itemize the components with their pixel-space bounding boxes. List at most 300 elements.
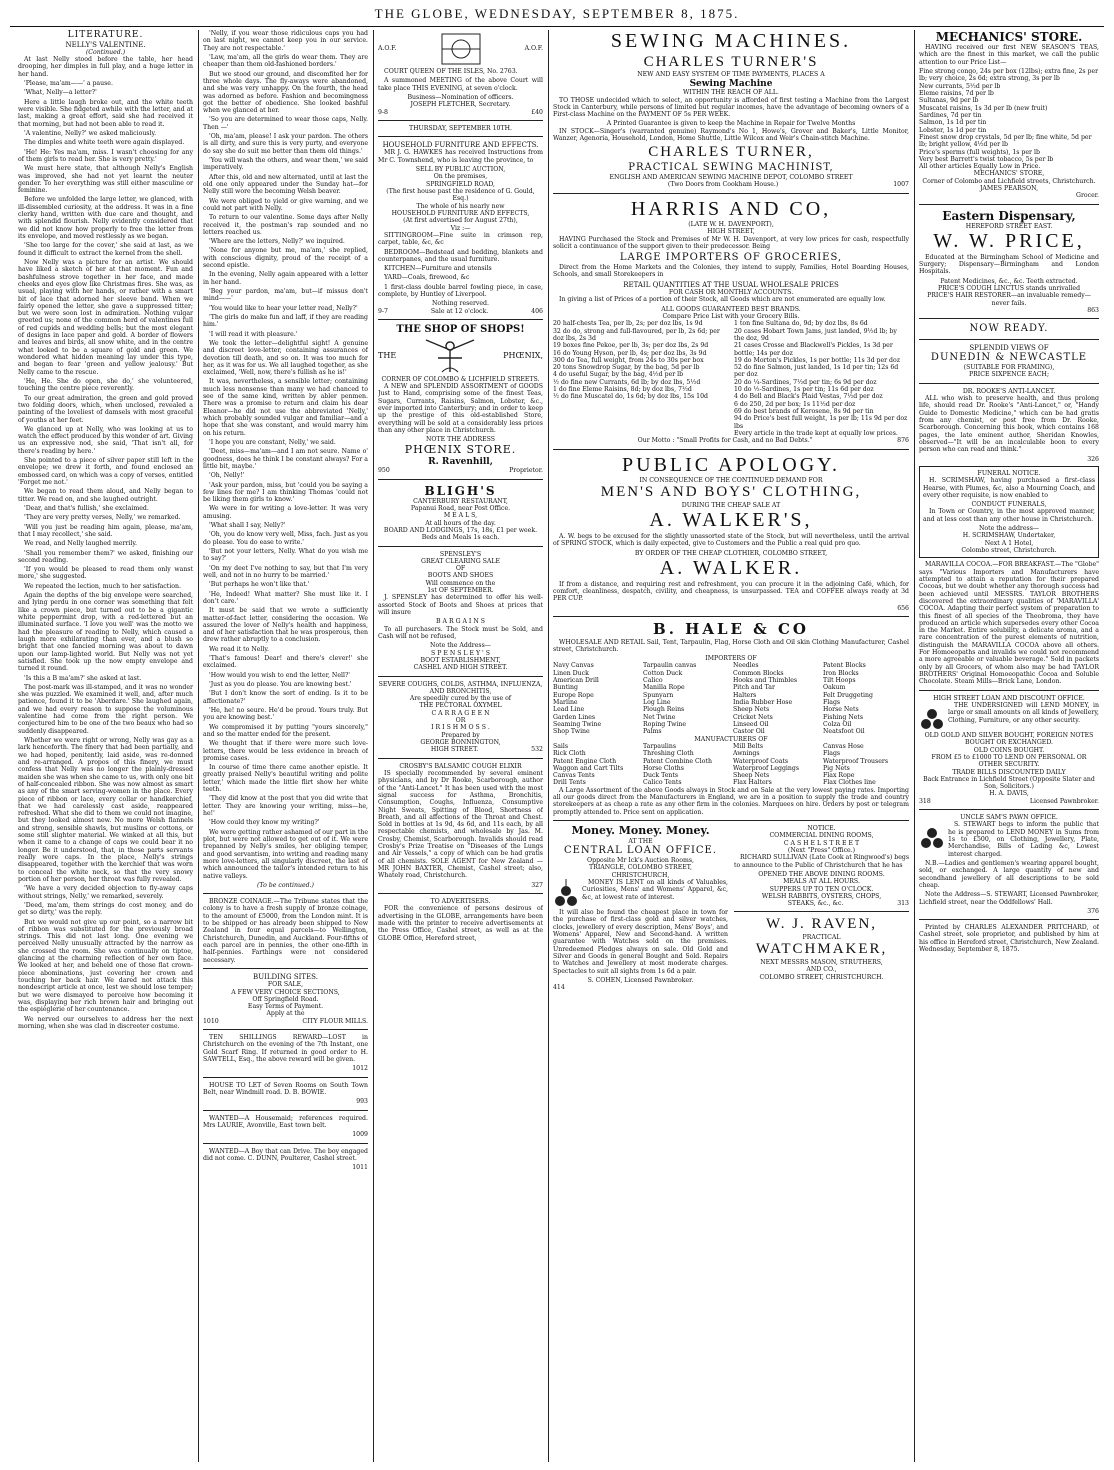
christchurch: CHRISTCHURCH, bbox=[611, 871, 670, 879]
cohen: S. COHEN, Licensed Pawnbroker. bbox=[587, 976, 694, 984]
story-paragraph: Before we unfolded the large letter, we glanced, with ill-dissembled curiosity, at the address. It was in a fine clerky hand, written with due care and thought, and with splendid flourish. Nelly evidently considered that we did not know how properly to free the letter from its envelope, and moved restlessly as we began. bbox=[18, 196, 193, 241]
story-paragraph: We compromised it by putting "yours sincerely," and so the matter ended for the present. bbox=[203, 723, 368, 738]
giving-list: In giving a list of Prices of a portion of their Stock, all Goods which are not enumerated are equally low. bbox=[559, 296, 886, 304]
column-rule bbox=[198, 30, 199, 1462]
raven-practical: PRACTICAL bbox=[802, 934, 841, 942]
story-paragraph: 'That's famous! Dear! and there's clever!' she exclaimed. bbox=[203, 655, 368, 670]
during: DURING THE CHEAP SALE AT bbox=[681, 502, 781, 510]
bronze-coinage: BRONZE COINAGE.—The Tribune states that the colony is to have a fresh supply of bronze coinage, to the amount of £5000, from the London mint. It is to be shipped or has already been shipped to New Zealand in four equal parcels—to Wellington, Christchurch, Dunedin, and Auckland. Four-fifths of each parcel are in pennies, the other one-fifth in half-pennies. Farthings were not considered necessary. bbox=[203, 898, 368, 964]
story-paragraph: 'What shall I say, Nelly?' bbox=[209, 522, 286, 530]
story-paragraph: 'Ask your pardon, miss, but 'could you be saying a few lines for me? I am thinking Thomas 'could not be liking them girls to know.' bbox=[203, 481, 368, 504]
hotel: Next A 1 Hotel, bbox=[984, 539, 1034, 547]
story-paragraph: 'On my deet I've nothing to say, but that I'm very well, and not in no hurry to be married.' bbox=[203, 564, 368, 579]
ad-number: 1012 bbox=[352, 1065, 368, 1073]
goods-item: Hooks and Thimbles bbox=[733, 677, 798, 685]
viz: Viz :— bbox=[450, 224, 471, 232]
goods-item: Halters bbox=[733, 691, 757, 699]
price-item: Finest snow drop crystals, 5d per lb; fine white, 5d per lb; bright yellow, 4½d per lb bbox=[919, 133, 1092, 149]
boot-est: S P E N S L E Y ' S bbox=[431, 649, 490, 657]
mechanics-store: MECHANICS' STORE. bbox=[935, 30, 1083, 44]
ad-number: 376 bbox=[1087, 907, 1099, 915]
auction-date: THURSDAY, SEPTEMBER 10TH. bbox=[409, 124, 512, 132]
goods-item: Patent Engine Cloth bbox=[553, 757, 617, 765]
ad-number: 9-8 bbox=[378, 108, 388, 116]
story-body-cont bbox=[203, 30, 368, 880]
price-item: 4 do useful Sugar, by the bag, 4½d per lb bbox=[553, 371, 684, 379]
story-paragraph: Again the depths of the big envelope were searched, and lying perdu in one corner was something that felt like a crown piece, but turned out to be a gigantic white peppermint drop, with a red-lettered but an illuminated surface. 'I love you well' was the motto we had the pleasure of reading to Nelly, which caused a laugh more exhilarating than ever, and a blush so bright that one fancied morning was about to dawn upon our lamp-lighted world. But Nelly was not yet satisfied. She took up the now empty envelope and turned it round. bbox=[18, 592, 193, 673]
story-paragraph: 'How could they know my writing?' bbox=[209, 819, 320, 827]
price-item: 20 cases Hobart Town Jams, just landed, 9½d lb; by the doz, 9d bbox=[734, 327, 897, 342]
goods-item: Bunting bbox=[553, 684, 578, 692]
ct: CHARLES TURNER, bbox=[648, 144, 814, 161]
loan-office: HIGH STREET LOAN AND DISCOUNT OFFICE. bbox=[933, 694, 1085, 702]
goods-item: Iron Blocks bbox=[823, 669, 859, 677]
price-item: ½ do fine new Currants, 6d lb; by doz lbs, 5½d bbox=[553, 378, 701, 386]
next-press: (Next "Press" Office.) bbox=[787, 846, 856, 854]
advertisers-text: FOR the convenience of persons desirous of advertising in the GLOBE, arrangements have been made with the printer to receive advertisements at the Press Office, Cashel street, as well as at the GLOBE Office, Hereford street, bbox=[378, 905, 543, 942]
price-item: All other articles Equally Low in Price. bbox=[919, 163, 1041, 171]
story-paragraph: We read it to Nelly. bbox=[209, 645, 270, 653]
story-paragraph: We were in for writing a love-letter. It was very amusing. bbox=[203, 505, 368, 520]
sale-date: 1st OF SEPTEMBER. bbox=[427, 587, 494, 595]
goods-item: Plough Reins bbox=[643, 706, 685, 714]
building-head: BUILDING SITES. bbox=[253, 972, 318, 981]
column-ads-3 bbox=[378, 30, 543, 1462]
price-item: 1 do fine Eleme Raisins, 8d; by doz lbs, 7½d bbox=[553, 386, 692, 394]
building-line: A FEW VERY CHOICE SECTIONS, bbox=[231, 988, 340, 996]
story-paragraph: We were getting rather ashamed of our part in the plot, but were not allowed to get out of it. We were trepanned by Nelly's smiles, her obliging temper, and good servantism, into writing and reading many more love-letters, all singularly discreet, the last of which announced the tailor's intended return to his native valleys. bbox=[203, 828, 368, 880]
licensed: Licensed Pawnbroker. bbox=[1029, 797, 1099, 805]
hereford-east: HEREFORD STREET EAST. bbox=[965, 222, 1053, 230]
eastern-dispensary: Eastern Dispensary, bbox=[942, 208, 1076, 223]
undertaker: H. SCRIMSHAW, Undertaker, bbox=[962, 532, 1056, 540]
goods-item: Colza Oil bbox=[823, 720, 852, 728]
depot: ENGLISH AND AMERICAN SEWING MACHINE DEPOT, COLOMBO STREET bbox=[609, 173, 853, 181]
prepared: Prepared by bbox=[441, 731, 480, 739]
advertised: (At first advertised for August 27th), bbox=[403, 217, 518, 225]
goods-item: Flax Halters bbox=[733, 779, 772, 787]
price-item: 32 do do, strong and full-flavoured, per lb, 2s 6d; per doz lbs, 2s 3d bbox=[553, 327, 720, 342]
pawn-balls-icon bbox=[919, 702, 945, 732]
ad-number: 1010 bbox=[203, 1017, 219, 1025]
goods-column bbox=[643, 743, 729, 787]
price-item: 52 do fine Salmon, just landed, 1s 1d per tin; 12s 6d per doz bbox=[734, 364, 899, 379]
goods-column bbox=[823, 662, 909, 735]
price-item: Very best Barrett's twist tobacco, 5s per lb bbox=[919, 155, 1054, 163]
goods-item: Waterproof Leggings bbox=[733, 764, 800, 772]
framing: (SUITABLE FOR FRAMING), bbox=[963, 364, 1055, 372]
sale-time: Sale at 12 o'clock. bbox=[430, 307, 489, 315]
goods-item: Spunyarn bbox=[643, 691, 674, 699]
goods-item: Navy Canvas bbox=[553, 662, 594, 670]
commercial: COMMERCIAL DINING ROOMS, bbox=[769, 832, 874, 840]
price-item: Sultanas, 9d per lb bbox=[919, 97, 979, 105]
undersigned: THE UNDERSIGNED will LEND MONEY, in large or small amounts on all kinds of Jewellery, Clothing, Furniture, or any other security. bbox=[948, 701, 1099, 724]
price-item: 10 do ½-Sardines, 1s per tin; 11s 6d per doz bbox=[734, 386, 874, 394]
nothing-reserved: Nothing reserved. bbox=[431, 300, 489, 308]
by-order: BY ORDER OF THE CHEAP CLOTHIER, COLOMBO STREET, bbox=[634, 549, 828, 557]
story-paragraph: 'Oh, Nelly!' bbox=[209, 472, 245, 480]
story-paragraph: We thought that if there were more such love-letters, there would be less evidence in breach of promise cases. bbox=[203, 740, 368, 762]
story-paragraph: 'Oh, you do know very well, Miss, fach. Just as you do please. You do ease to write.' bbox=[203, 531, 368, 546]
sixpence: PRICE SIXPENCE EACH; bbox=[968, 371, 1050, 379]
goods-item: Fishing Nets bbox=[823, 713, 864, 721]
story-paragraph: In course of time there came another epistle. It greatly praised Nelly's beautiful writing and polite letter,' which made the little flirt show her white teeth. bbox=[203, 764, 368, 794]
blighs: BLIGH'S bbox=[424, 483, 497, 498]
story-paragraph: But we would not give up our point, so a narrow bit of ribbon was substituted for the previously broad strings. This did not last long. One evening we perceived Nelly unusually attracted by the narrow as she crossed the room. She was continually on tiptoe, glancing at the charming reflection of her own face. We looked at her, and beheld one of those flat crown-piece abominations, just covering her crown and touching her back hair. We dared not attack this nondescript article at once, lest we should lose temper; but we were dismayed to perceive how becoming it was, displaying her rich brown hair and bringing out the espièglerie of her countenance. bbox=[18, 918, 193, 1014]
the: THE bbox=[378, 351, 397, 361]
story-paragraph: Whether we were right or wrong, Nelly was gay as a lark henceforth. The finery that had been partially, and we had hoped, penitently, laid aside, was re-donned and re-arranged. A propos of this finery, we must confess that Nelly was no longer the plainly-dressed maiden she was when she came to us, with only one bit of half-concealed ribbon. She was now almost as smart as any of the smart serving-women in the place. Every piece of ribbon or lace, every collar or handkerchief, that we had carelessly cast aside, reappeared refreshed. What she did to them we could not imagine, but they looked almost new. No more Welsh flannels and strong, sensible shawls, but muslins or cottons, or some still slighter material. We winked at all this, but when it came to a change of caps we could bear it no longer. Be it understood, that, in those parts servants really wore caps. In the place, Nelly's strings disappeared, together with the kerchief that was worn to conceal the white neck, so that the very snowy portion of her person, her throat was fully revealed. bbox=[18, 737, 193, 883]
story-paragraph: 'He, he! no seure. He'd be proud. Yours truly. But you are knowing best.' bbox=[203, 706, 368, 722]
cash-monthly: FOR CASH OR MONTHLY ACCOUNTS. bbox=[668, 289, 794, 297]
educated: Educated at the Birmingham School of Medicine and Surgery; Dispensary—Birmingham and London Hospitals. bbox=[919, 253, 1099, 276]
goods-column bbox=[733, 743, 819, 787]
bargains: B A R G A I N S bbox=[436, 618, 485, 626]
price-item: ½ do fine Muscatel do, 1s 6d; by doz lbs, 15s 10d bbox=[553, 393, 708, 401]
price-item: 16 do Young Hyson, per lb, 4s; per doz lbs, 3s 9d bbox=[553, 349, 707, 357]
column-rule bbox=[548, 30, 549, 1462]
story-paragraph: After this, old and new alternated, until at last the old one only appeared under the Sunday hat—for Nelly still wore the becoming Welsh beaver. bbox=[203, 173, 368, 196]
building-line: Easy Terms of Payment. bbox=[247, 1003, 324, 1011]
story-paragraph: It must be said that we wrote a sufficiently matter-of-fact letter, considering the occasion. We assured the lover of Nelly's health and happiness, and of her satisfaction that he was prosperous, then drew rather abruptly to a conclusion. bbox=[203, 607, 368, 644]
to-advertisers: TO ADVERTISERS. bbox=[430, 897, 491, 905]
story-paragraph: 'You will wash the others, and wear them,' we said imperatively. bbox=[203, 157, 368, 172]
story-paragraph: To return to our valentine. Some days after Nelly received it, the postman's rap sounded and no letters reached us. bbox=[203, 214, 368, 236]
ad-number: 1011 bbox=[352, 1164, 368, 1172]
goods-item: Cotton Duck bbox=[643, 669, 683, 677]
rooke: DR. ROOKE'S ANTI-LANCET. bbox=[962, 387, 1056, 395]
ad-number: 876 bbox=[897, 437, 909, 445]
goods-item: Neatsfoot Oil bbox=[823, 728, 865, 736]
story-paragraph: We were obliged to yield or give warning, and we could not part with Nelly. bbox=[203, 197, 368, 212]
entrance: Back Entrance in Lichfield Street (Opposite Slater and Son, Solicitors.) bbox=[923, 775, 1095, 791]
column-ads-5 bbox=[919, 30, 1099, 1462]
story-paragraph: 'Is this a B ma'am?' she asked at last. bbox=[24, 674, 142, 682]
column-story-cont bbox=[203, 30, 368, 1462]
price-item: 20 tons Snowdrop Sugar, by the bag, 5d per lb bbox=[553, 364, 700, 372]
boots: BOOTS AND SHOES bbox=[427, 572, 494, 580]
of: OF bbox=[455, 565, 466, 573]
auction-item: BEDROOM—Bedstead and bedding, blankets and counterpanes, and the usual furniture. bbox=[378, 248, 543, 263]
price-item: 20 do ¼-Sardines, 7½d per tin; 6s 9d per doz bbox=[734, 378, 877, 386]
price-item: Salmon, 1s 1d per tin bbox=[919, 119, 987, 127]
manufacturers: MANUFACTURERS OF bbox=[694, 735, 768, 743]
story-paragraph: We must here state, that although Nelly's English was improved, she had not yet learnt the neuter gender. To her everything was still either masculine or feminine. bbox=[18, 165, 193, 195]
auction-item: KITCHEN—Furniture and utensils bbox=[384, 265, 492, 273]
uncle-sam: UNCLE SAM'S PAWN OFFICE. bbox=[960, 814, 1058, 822]
story-paragraph: We nerved our ourselves to address her the next morning, when she was clad in discreeter costume. bbox=[18, 1015, 193, 1030]
ad-number: 318 bbox=[919, 797, 931, 805]
goods-item: Calico Tents bbox=[643, 779, 682, 787]
sell-auction: SELL BY PUBLIC AUCTION, bbox=[415, 166, 506, 174]
auction-item: YARD—Coals, firewood, &c bbox=[384, 274, 470, 282]
high-street: HIGH STREET, bbox=[707, 228, 755, 236]
carrageen: C A R R A G E E N bbox=[431, 709, 490, 717]
guarantee: A Printed Guarantee is given to keep the Machine in Repair for Twelve Months bbox=[606, 120, 856, 128]
goods-item: Linseed Oil bbox=[733, 720, 769, 728]
price-list-left bbox=[553, 320, 728, 437]
price-item: 21 cases Crosse and Blackwell's Pickles, 1s 3d per bottle; 14s per doz bbox=[734, 342, 893, 357]
column-rule bbox=[373, 30, 374, 1462]
price-item: 69 do best brands of Kerosene, 8s 9d per tin bbox=[734, 408, 874, 416]
goods-item: Canvas Tents bbox=[553, 772, 595, 780]
story-body bbox=[18, 56, 193, 1030]
patent-medicines: Patent Medicines, &c., &c. Teeth extracted. bbox=[940, 277, 1078, 285]
motto: Our Motto : "Small Profits for Cash, and no Bad Debts." bbox=[637, 437, 813, 445]
mens-clothing: MEN'S AND BOYS' CLOTHING, bbox=[600, 484, 862, 501]
opened: OPENED THE ABOVE DINING ROOMS. bbox=[758, 870, 885, 878]
story-paragraph: In the evening, Nelly again appeared with a letter in her hand. bbox=[203, 271, 368, 286]
for-sale: FOR SALE, bbox=[267, 981, 304, 989]
goods-item: Tilt Hoops bbox=[823, 677, 856, 685]
goods-item: Calico bbox=[643, 677, 663, 685]
printed-by: Printed by CHARLES ALEXANDER PRITCHARD, of Cashel street, sole proprietor, and published by him at his office in Hereford street, Christchurch, New Zealand. Wednesday, September 8, 1875. bbox=[919, 924, 1099, 954]
story-paragraph: 'He, He. She do open, she do,' she volunteered, touching the centre piece reverently. bbox=[18, 377, 193, 393]
crosby-head: CROSBY'S BALSAMIC COUGH ELIXIR bbox=[399, 762, 522, 770]
price-list-right bbox=[734, 320, 909, 437]
ad-number: 950 bbox=[378, 467, 390, 475]
goods-column bbox=[643, 662, 729, 735]
goods-item: Tarpaulin canvas bbox=[643, 662, 697, 670]
goods-item: Marline bbox=[553, 699, 578, 707]
goods-item: Duck Tents bbox=[643, 772, 679, 780]
notice: NOTICE. bbox=[807, 825, 836, 833]
meals-hours: MEALS AT ALL HOURS. bbox=[783, 878, 860, 886]
story-paragraph: 'What, Nelly—a letter?' bbox=[24, 89, 97, 97]
goods-item: Garden Lines bbox=[553, 713, 596, 721]
ad-number: 656 bbox=[897, 604, 909, 612]
story-paragraph: 'He, Indeed! What matter? She must like it. I don't care.' bbox=[203, 590, 368, 605]
column-ads-4 bbox=[553, 30, 909, 1462]
old-gold: OLD GOLD AND SILVER BOUGHT, FOREIGN NOTES BOUGHT OR EXCHANGED. bbox=[924, 731, 1094, 747]
colombo: Colombo street, Christchurch. bbox=[961, 547, 1057, 554]
sewing-text: TO THOSE undecided which to select, an opportunity is afforded of first testing a Machine from the Largest Stock in Canterbury, while persons of limited but regular incomes, have the advantage of becoming owners of a First-class Machine on the PAYMENT OF 5s PER WEEK. bbox=[553, 96, 909, 119]
goods-item: Sheep Nets bbox=[733, 772, 770, 780]
story-paragraph: 'Will you just be reading him again, please, ma'am, that I may recollect,' she said. bbox=[18, 523, 193, 538]
story-paragraph: 'I will read it with pleasure.' bbox=[209, 330, 298, 338]
note-addr: Note the address— bbox=[978, 525, 1040, 533]
price-item: 19 do Morton's Pickles, 1s per bottle; 11s 3d per doz bbox=[734, 356, 901, 364]
story-paragraph: 'None for anyone but me, ma'am,' she replied, with conscious dignity, proud of the receipt of a second epistle. bbox=[203, 247, 368, 270]
price-item: Price's sperms (full weights), 1s per lb bbox=[919, 148, 1040, 156]
auction-item: SITTINGROOM—Fine suite in crimson rep, carpet, table, &c, &c bbox=[378, 231, 543, 247]
household-head: HOUSEHOLD FURNITURE AND EFFECTS. bbox=[382, 141, 539, 150]
phoenix-bird-icon bbox=[420, 336, 480, 376]
ad-number: 414 bbox=[553, 984, 565, 992]
goods-item: Felt Druggeting bbox=[823, 691, 873, 699]
goods-item: Roping Twine bbox=[643, 720, 687, 728]
goods-item: Needles bbox=[733, 662, 759, 670]
boot-est-2: BOOT ESTABLISHMENT, bbox=[420, 656, 501, 664]
story-paragraph: 'Oh, ma'am, please! I ask your pardon. The others is all dirty, and sure this is very purty, and everyone do say she do suit me better than them old things.' bbox=[203, 133, 368, 155]
or: OR bbox=[455, 717, 466, 725]
ravenhill: R. Ravenhill, bbox=[428, 456, 493, 467]
ad-number: 9-7 bbox=[378, 307, 388, 315]
goods-column bbox=[823, 743, 909, 787]
aof-label: A.O.F. bbox=[524, 45, 543, 53]
story-paragraph: 'But perhaps he won't like that.' bbox=[209, 581, 310, 589]
premises: On the premises, bbox=[433, 173, 488, 181]
business: Business—Nomination of officers. bbox=[407, 93, 514, 101]
goods-item: Pig Nets bbox=[823, 764, 850, 772]
hawkes-text: MR J. G. HAWKES has received Instructions from Mr C. Townshend, who is leaving the province, to bbox=[378, 149, 543, 164]
goods-item: American Drill bbox=[553, 677, 599, 685]
ad-number: 326 bbox=[1087, 455, 1099, 463]
story-paragraph: 'But I don't know the sort of ending. Is it to be affectionate?' bbox=[203, 690, 368, 705]
whole: The whole of his nearly new bbox=[416, 202, 505, 210]
story-paragraph: The dimples and white teeth were again displayed. bbox=[24, 139, 185, 147]
section-heading: LITERATURE. bbox=[67, 30, 144, 40]
phoenix-text: A NEW and SPLENDID ASSORTMENT of GOODS Just to Hand, comprising some of the finest Teas, Sugars, Currants, Raisins, Salmon, Lobster, &c., ever imported into Canterbury; and in order to keep up the prestige of this old-established Store, everything will be sold at a considerably less prices than any other place in Christchurch. bbox=[378, 383, 543, 434]
story-paragraph: 'They are very pretty verses, Nelly,' we remarked. bbox=[24, 514, 181, 522]
goods-item: Castor Oil bbox=[733, 728, 765, 736]
price-item: 19 boxes fine Pekoe, per lb, 3s; per doz lbs, 2s 9d bbox=[553, 342, 709, 350]
goods-item: Waggon and Cart Tilts bbox=[553, 764, 624, 772]
spensley: SPENSLEY'S bbox=[439, 550, 482, 558]
harris-text: HAVING Purchased the Stock and Premises of Mr W. H. Davenport, at very low prices for cash, respectfully solicit a continuance of the support given to their predecessor. Being bbox=[553, 235, 909, 251]
in-stock: IN STOCK—Singer's (warranted genuine) Raymond's No 1, Howe's, Grover and Baker's, Little Monitor, Wanzer, Agenoria, Household, London, Home Shuttle, Little Wilcox and Weir's Chain-stitch Machine. bbox=[553, 127, 909, 143]
story-paragraph: 'The girls do make fun and laff, if they are reading him.' bbox=[203, 313, 368, 329]
hale-foot: A Large Assortment of the above Goods always in Stock and on Sale at the very lowest paying rates. Importing all our goods direct from the Manufacturers in England, we are in a position to supply the trade and country storekeepers at as cheap a rate as any other firm in the colonies. Marquees on hire. Orders by post or telegram promptly attended to. Price sent on application. bbox=[553, 786, 909, 816]
dunedin-newcastle: DUNEDIN & NEWCASTLE bbox=[930, 352, 1088, 364]
goods-item: India Rubber Hose bbox=[733, 699, 793, 707]
commence: Will commence on the bbox=[425, 579, 496, 587]
city-flour-mills: CITY FLOUR MILLS. bbox=[302, 1017, 368, 1025]
price-item: New currants, 5½d per lb bbox=[919, 82, 1001, 90]
hale-text: WHOLESALE AND RETAIL Sail, Tent, Tarpaulin, Flag, Horse Cloth and Oil skin Clothing Manufacturer, Cashel street, Christchurch. bbox=[553, 638, 909, 653]
scrimshaw: H. SCRIMSHAW, having purchased a first-class Hearse, with Plumes, &c, also a Mourning Coach, and every other requisite, is now enabled to bbox=[923, 477, 1095, 499]
funeral-notice: FUNERAL NOTICE. bbox=[977, 469, 1041, 477]
town-country: In Town or Country, in the most approved manner, and at less cost than any other house in Christchurch. bbox=[923, 508, 1095, 523]
story-paragraph: But we stood our ground, and discomfited her for three whole days. The fly-aways were abandoned, and she was very unhappy. On the fourth, the head was adorned as before. Fashion and becomingness got the better of obedience. She looked bashful when we glanced at her. bbox=[203, 70, 368, 115]
shop-of-shops: THE SHOP OF SHOPS! bbox=[396, 324, 525, 335]
goods-item: Waterproof Coats bbox=[733, 757, 789, 765]
goods-item: Tarpaulins bbox=[643, 742, 677, 750]
story-paragraph: 'A valentine, Nelly?' we asked maliciously. bbox=[24, 129, 157, 137]
clearing: GREAT CLEARING SALE bbox=[421, 557, 500, 565]
within-reach: WITHIN THE REACH OF ALL. bbox=[683, 89, 779, 97]
story-paragraph: We read, and Nelly laughed merrily. bbox=[24, 540, 138, 548]
goods-item: Shop Twine bbox=[553, 728, 590, 736]
goods-item: Pitch and Tar bbox=[733, 684, 775, 692]
goods-column bbox=[553, 662, 639, 735]
importers-list bbox=[553, 662, 909, 735]
grocer: Grocer. bbox=[1076, 192, 1099, 200]
raven: W. J. RAVEN, bbox=[765, 916, 878, 933]
story-paragraph: We took the letter—delightful sight! A genuine and discreet love-letter, containing assurances of devotion till death, and so on. It was too much for her, as it was for us. We all laughed together, as she exclaimed, 'Well, now, there's fullish as he is!' bbox=[203, 339, 368, 377]
board: BOARD AND LODGINGS, 17s, 18s, £1 per week. bbox=[383, 526, 538, 534]
price-item: Eleme raisins, 7d per lb bbox=[919, 90, 994, 98]
next-messrs: NEXT MESSRS MASON, STRUTHERS, bbox=[760, 959, 883, 967]
springfield-road: SPRINGFIELD ROAD, bbox=[425, 180, 496, 188]
goods-column bbox=[733, 662, 819, 735]
goods-item: Sails bbox=[553, 742, 569, 750]
story-paragraph: It was, nevertheless, a sensible letter; containing much less nonsense than many we had chanced to see of the same kind, written by abler penmen. There was a promise to return and claim his dear Eleanor—he did not use the abbreviated 'Nelly,' which probably sounded vulgar and familiar—and a hope that she was constant, and would marry him on his return. bbox=[203, 378, 368, 437]
story-paragraph: 'He! He: Yes ma'am, miss. I wasn't choosing for any of them girls to read her. She is very pretty.' bbox=[18, 148, 193, 163]
story-paragraph: 'I hope you are constant, Nelly,' we said. bbox=[209, 438, 336, 446]
cured: Are speedily cured by the use of bbox=[409, 695, 512, 703]
high-street: HIGH STREET. bbox=[430, 746, 479, 754]
story-paragraph: We glanced up at Nelly, who was looking at us to watch the effect produced by this wonder of art. Giving us an expressive nod, she said, 'That isn't all, for there's reading by here.' bbox=[18, 425, 193, 455]
consequence: IN CONSEQUENCE OF THE CONTINUED DEMAND FOR bbox=[639, 477, 823, 485]
from5: FROM £5 to £1000 TO LEND ON PERSONAL OR OTHER SECURITY. bbox=[931, 753, 1087, 769]
story-paragraph: She pointed to a piece of silver paper still left in the envelope; we drew it forth, and found enclosed an embossed card, on which was a copy of verses, entitled 'Forget me not.' bbox=[18, 457, 193, 487]
hale-co: B. HALE & CO bbox=[653, 619, 809, 638]
canterbury-restaurant: CANTERBURY RESTAURANT, bbox=[413, 497, 508, 505]
price-item: Every article in the trade kept at equally low prices. bbox=[734, 429, 898, 437]
old-coins: OLD COINS BOUGHT. bbox=[973, 746, 1045, 754]
goods-item: Cricket Nets bbox=[733, 713, 773, 721]
oxymel: THE PECTORAL OXYMEL bbox=[419, 702, 502, 710]
all-goods: ALL GOODS GUARANTEED BEST BRANDS. bbox=[661, 305, 801, 313]
story-subtitle: (Continued.) bbox=[85, 48, 126, 56]
importers: IMPORTERS OF bbox=[705, 655, 757, 663]
cough-linctus: PRICE'S COUGH LINCTUS stands unrivalled bbox=[937, 285, 1081, 293]
goods-item: Net Twine bbox=[643, 713, 676, 721]
house-note: (The first house past the residence of G. Gould, Esq.) bbox=[386, 188, 535, 203]
aof-label: A.O.F. bbox=[378, 45, 397, 53]
goods-item: Manilla Rope bbox=[643, 684, 685, 692]
maravilla: MARAVILLA COCOA.—FOR BREAKFAST.—The "Globe" says "Various Importers and Manufacturers have attempted to attain a reputation for their prepared Cocoas, but we doubt whether any thorough success had been achieved until MESSRS. TAYLOR BROTHERS discovered the extraordinary qualities of 'MARAVILLA' COCOA. Adapting their perfect system of preparation to this finest of all species of the Theobroma, they have produced an article which supersedes every other Cocoa in the Market. Entire solubility, a delicate aroma, and a rare concentration of the purest elements of nutrition, distinguish the MARAVILLA COCOA above all others. For Homoeopaths and invalids we could not recommend a more agreeable or valuable beverage." Sold in packets only by all Grocers, of whom also may be had TAYLOR BROTHERS' Original Homoeopathic Cocoa and Soluble Chocolate. Steam Mills—Brick Lane, London. bbox=[919, 561, 1099, 686]
ad-number: 863 bbox=[1087, 306, 1099, 314]
building-line: Apply at the bbox=[266, 1010, 305, 1018]
wanted-housemaid: WANTED—A Housemaid; references required. Mrs LAURIE, Avonville, East town belt. bbox=[203, 1114, 368, 1129]
top-rule bbox=[10, 26, 1104, 27]
central-loan-office: CENTRAL LOAN OFFICE. bbox=[563, 845, 718, 857]
bargains-text: To all purchasers. The Stock must be Sold, and Cash will not be refused, bbox=[378, 625, 543, 640]
court-text: A summoned MEETING of the above Court will take place THIS EVENING, at seven o'clock. bbox=[378, 77, 543, 92]
money: Money. Money. Money. bbox=[571, 824, 710, 838]
funeral-box bbox=[919, 466, 1099, 558]
building-line: Off Springfield Road. bbox=[252, 995, 319, 1003]
goods-item: Oakum bbox=[823, 684, 846, 692]
goods-item: Patent Blocks bbox=[823, 662, 866, 670]
ad-number: 313 bbox=[897, 900, 909, 908]
story-title: NELLY'S VALENTINE. bbox=[65, 40, 146, 49]
commercial-dining bbox=[734, 825, 909, 991]
goods-item: Flags bbox=[823, 699, 841, 707]
goods-item: Flags bbox=[823, 750, 841, 758]
direct: Direct from the Home Markets and the Colonies, they intend to supply, Families, Hotel Boarding Houses, Schools, and small Storekeepers in bbox=[553, 264, 909, 279]
goods-item: Mill Belts bbox=[733, 742, 764, 750]
meals: M E A L S, bbox=[443, 512, 478, 520]
story-paragraph: To our great admiration, the green and gold proved two folding doors, which, when unclosed, revealed a painting of the loveliest of damsels with most graceful of youths at her feet. bbox=[18, 394, 193, 424]
goods-item: Sheep Nets bbox=[733, 706, 770, 714]
late-davenport: (LATE W. H. DAVENPORT), bbox=[688, 221, 774, 229]
ad-number: 1007 bbox=[893, 181, 909, 189]
phoenix: PHŒNIX, bbox=[503, 351, 543, 361]
coughs: SEVERE COUGHS, COLDS, ASTHMA, INFLUENZA, AND BRONCHITIS, bbox=[378, 680, 543, 695]
goods-item: Awnings bbox=[733, 750, 760, 758]
ad-number: 993 bbox=[356, 1098, 368, 1106]
now-ready: NOW READY. bbox=[969, 323, 1049, 335]
story-paragraph: 'We have a very decided objection to fly-away caps without strings, Nelly,' we remarked, severely. bbox=[18, 885, 193, 900]
story-paragraph: 'Law, ma'am, all the girls do wear them. They are cheaper than them old-fashioned borders.' bbox=[203, 53, 368, 69]
story-paragraph: 'Deed, ma'am, them strings do cost money, and do get so dirty,' was the reply. bbox=[18, 901, 193, 917]
story-paragraph: Now Nelly was a picture for an artist. We should have liked a sketch of her at that moment. Fun and bashfulness strove together in her face, and made cheeks and eyes glow like Christmas fires. She was, as usual, playing with her hands, or rather with a smart bit of lace that adorned her sleeve band. When we fairly opened the letter, she gave a suppressed titter; but we were soon lost in admiration. Nothing vulgar greeted us; none of the common herd of valentines full of red cupids and wedding bells; but the most elegant of designs in lace paper and gold. A border of flowers and leaves and birds, all snow white, and in the centre what looked to be a square of gold and green. We wondered what hidden meaning lay under this type, and began to fear 'green and yellow jealousy.' But Nelly came to the rescue. bbox=[18, 258, 193, 376]
ad-number: 1009 bbox=[352, 1131, 368, 1139]
ad-number: 327 bbox=[531, 881, 543, 889]
story-paragraph: 'Just as you do please. You are knowing best.' bbox=[209, 681, 352, 688]
story-paragraph: 'How would you wish to end the letter, Nell?' bbox=[209, 671, 350, 679]
suppers: SUPPERS UP TO TEN O'CLOCK. bbox=[769, 885, 874, 893]
sewing-machines: SEWING MACHINES. bbox=[610, 30, 852, 52]
masthead: THE GLOBE, WEDNESDAY, SEPTEMBER 8, 1875. bbox=[374, 6, 740, 21]
mechanics-text: HAVING received our first NEW SEASON'S TEAS, which are the finest in this market, we call the public attention to our Price List— bbox=[919, 44, 1099, 66]
sullivan: RICHARD SULLIVAN (Late Cook at Ringwood's) begs to announce to the Public of Christchurch that he has bbox=[734, 854, 909, 869]
practical-machinist: PRACTICAL SEWING MACHINIST, bbox=[628, 162, 834, 174]
story-paragraph: 'Nelly, if you wear those ridiculous caps you had on last night, we cannot keep you in our service. They are not respectable.' bbox=[203, 30, 368, 52]
